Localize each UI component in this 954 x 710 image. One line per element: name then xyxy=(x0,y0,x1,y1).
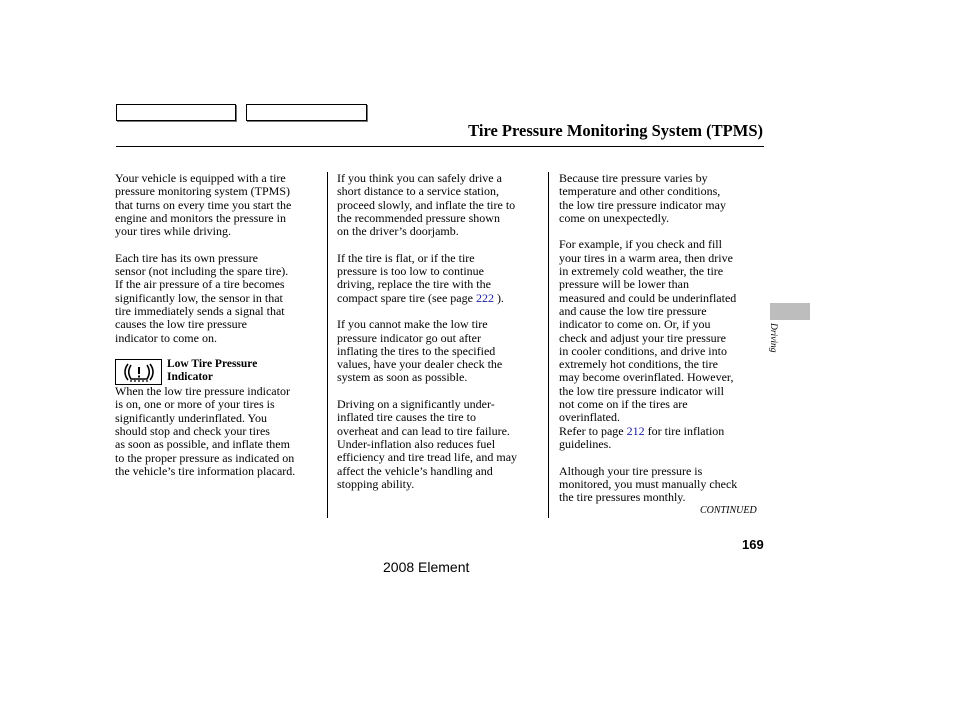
col2-paragraph-4: Driving on a significantly under- inflated tire causes the tire to overheat and can lead to tire failure. Under-inflation also reduces fuel efficiency and tire tread life, and may affect the vehicle’s handling and stopping ability. xyxy=(337,397,518,491)
col3-paragraph-2: For example, if you check and fill your tires in a warm area, then drive in extremely cold weather, the tire pressure will be lower than measured and could be underinflated and cause the low tire pressure indicator to come on. Or, if you check and adjust your tire pressure in cooler conditions, and drive into extremely hot conditions, the tire may become overinflated. However, the low tire pressure indicator will not come on if the tires are overinflated. xyxy=(559,237,737,425)
col3-paragraph-3 xyxy=(559,425,765,452)
col1-paragraph-1: Your vehicle is equipped with a tire pressure monitoring system (TPMS) that turns on every time you start the engine and monitors the pressure in your tires while driving. xyxy=(115,171,292,239)
column-1 xyxy=(115,172,327,492)
continued-label: CONTINUED xyxy=(700,505,757,516)
col3-paragraph-4: Although your tire pressure is monitored, you must manually check the tire pressures monthly. xyxy=(559,463,738,505)
col2-paragraph-1: If you think you can safely drive a short distance to a service station, proceed slowly, and inflate the tire to the recommended pressure shown on the driver’s doorjamb. xyxy=(337,171,516,239)
col3-p3-tail: for tire inflation guidelines. xyxy=(559,423,725,451)
page-title: Tire Pressure Monitoring System (TPMS) xyxy=(468,121,763,140)
col2-paragraph-2 xyxy=(337,252,545,305)
nav-button-2[interactable] xyxy=(246,104,367,121)
column-3 xyxy=(559,172,765,518)
column-divider-2 xyxy=(548,172,549,518)
indicator-row xyxy=(115,358,327,385)
page-link-222[interactable]: 222 xyxy=(475,290,494,305)
footer-model: 2008 Element xyxy=(383,559,470,575)
tpms-warning-icon xyxy=(115,359,162,385)
column-2 xyxy=(337,172,545,504)
col3-p3-text: Refer to page xyxy=(559,423,627,438)
col2-p2-text: If the tire is flat, or if the tire pressure is too low to continue driving, replace the tire with the compact spare tire (see page xyxy=(337,250,491,305)
col3-paragraph-1: Because tire pressure varies by temperature and other conditions, the low tire pressure indicator may come on unexpectedly. xyxy=(559,171,726,225)
page-number: 169 xyxy=(742,537,764,552)
column-divider-1 xyxy=(327,172,328,518)
section-tab-label: Driving xyxy=(768,323,778,353)
col2-paragraph-3: If you cannot make the low tire pressure indicator go out after inflating the tires to the specified values, have your dealer check the system as soon as possible. xyxy=(337,317,503,385)
page-link-212[interactable]: 212 xyxy=(626,423,645,438)
col2-p2-tail: ). xyxy=(493,290,504,305)
col1-paragraph-2: Each tire has its own pressure sensor (not including the spare tire). If the air pressure of a tire becomes significantly low, the sensor in that tire immediately sends a signal that causes the low tire pressure indicator to come on. xyxy=(115,250,289,345)
col1-paragraph-3: When the low tire pressure indicator is on, one or more of your tires is significantly underinflated. You should stop and check your tires as soon as possible, and inflate them to the proper pressure as indicated on the vehicle’s tire information placard. xyxy=(115,384,296,478)
title-rule xyxy=(116,146,764,147)
nav-button-1[interactable] xyxy=(116,104,236,121)
indicator-label: Low Tire Pressure Indicator xyxy=(167,358,258,384)
section-tab[interactable] xyxy=(770,303,810,320)
